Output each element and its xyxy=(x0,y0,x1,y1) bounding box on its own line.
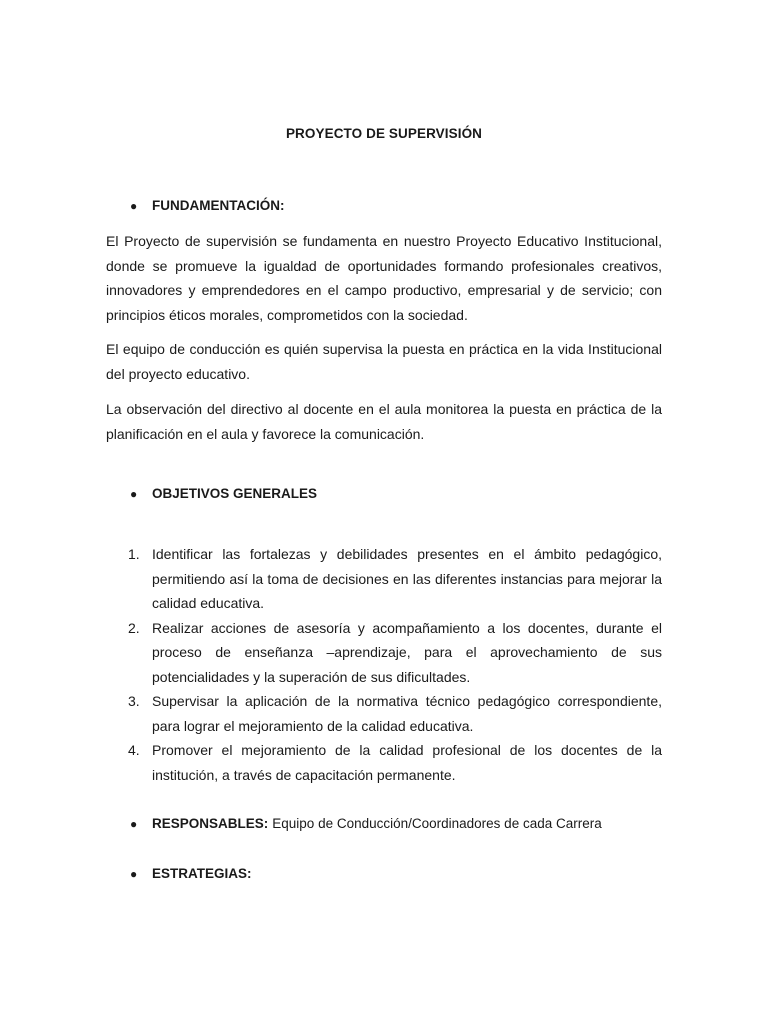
list-item-number: 3. xyxy=(128,693,140,709)
list-item-text: Realizar acciones de asesoría y acompañamiento a los docentes, durante el proceso de enseñanza –aprendizaje, para el aprovechamiento de sus potencialidades y la superación de sus dificultades. xyxy=(152,619,662,685)
paragraph-fundamentacion-2: El equipo de conducción es quién supervisa la puesta en práctica en la vida Institucional del proyecto educativo. xyxy=(106,341,662,382)
list-item-number: 4. xyxy=(128,742,140,758)
responsables-text: Equipo de Conducción/Coordinadores de cada Carrera xyxy=(272,816,602,831)
bullet-icon: ● xyxy=(130,199,138,213)
heading-label: ESTRATEGIAS: xyxy=(152,866,252,881)
section-heading-estrategias xyxy=(130,866,252,881)
heading-label: OBJETIVOS GENERALES xyxy=(152,486,318,501)
list-item xyxy=(106,616,662,690)
bullet-icon: ● xyxy=(130,487,138,501)
section-heading-objetivos xyxy=(130,486,317,501)
document-title: PROYECTO DE SUPERVISIÓN xyxy=(285,126,483,141)
heading-label: RESPONSABLES: xyxy=(152,816,269,831)
section-heading-fundamentacion xyxy=(130,198,284,213)
list-item-text: Promover el mejoramiento de la calidad profesional de los docentes de la institución, a través de capacitación permanente. xyxy=(152,742,662,783)
list-item xyxy=(106,689,662,738)
paragraph-fundamentacion-3: La observación del directivo al docente en el aula monitorea la puesta en práctica de la planificación en el aula y favorece la comunicación. xyxy=(106,401,662,442)
list-item xyxy=(106,738,662,787)
bullet-icon: ● xyxy=(130,867,138,881)
list-item-number: 2. xyxy=(128,619,140,636)
section-heading-responsables xyxy=(130,816,602,831)
list-item-text: Supervisar la aplicación de la normativa técnico pedagógico correspondiente, para lograr el mejoramiento de la calidad educativa. xyxy=(152,693,662,734)
bullet-icon: ● xyxy=(130,817,138,831)
list-item-number: 1. xyxy=(128,546,140,562)
list-item xyxy=(106,542,662,616)
objectives-list xyxy=(106,542,662,787)
heading-label: FUNDAMENTACIÓN: xyxy=(152,198,285,213)
list-item-text: Identificar las fortalezas y debilidades presentes en el ámbito pedagógico, permitiendo así la toma de decisiones en las diferentes instancias para mejorar la calidad educativa. xyxy=(152,546,662,611)
paragraph-fundamentacion-1: El Proyecto de supervisión se fundamenta en nuestro Proyecto Educativo Institucional, donde se promueve la igualdad de oportunidades formando profesionales creativos, innovadores y emprendedores en el campo productivo, empresarial y de servicio; con principios éticos morales, comprometidos con la sociedad. xyxy=(106,233,662,323)
